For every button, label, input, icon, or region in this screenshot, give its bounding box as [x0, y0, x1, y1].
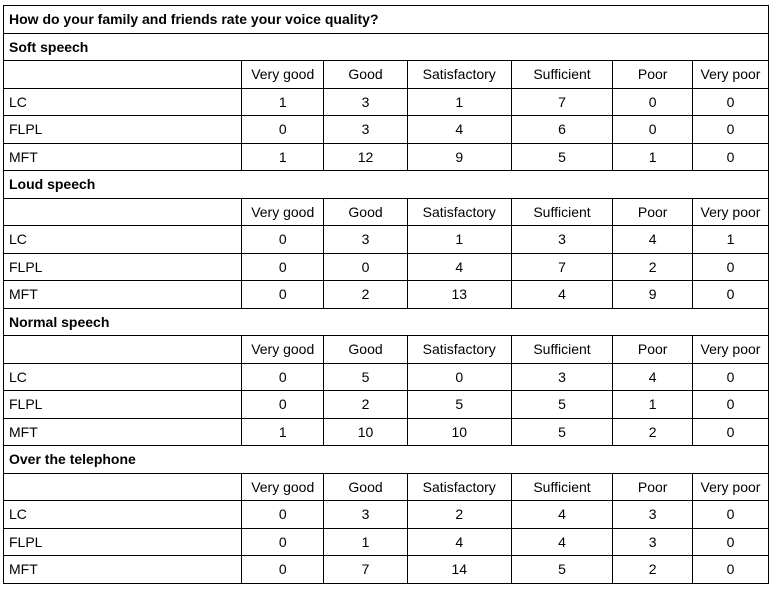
column-header: Satisfactory	[407, 336, 511, 364]
table-cell: 9	[613, 281, 693, 309]
row-label: LC	[4, 226, 242, 254]
row-label: FLPL	[4, 116, 242, 144]
row-label: LC	[4, 501, 242, 529]
row-label: FLPL	[4, 528, 242, 556]
section-title-row	[4, 308, 769, 336]
column-header-row	[4, 473, 769, 501]
table-cell: 5	[324, 363, 408, 391]
table-cell: 3	[324, 88, 408, 116]
table-cell: 0	[242, 556, 324, 584]
table-cell: 12	[324, 143, 408, 171]
column-header: Good	[324, 473, 408, 501]
column-header: Very good	[242, 198, 324, 226]
table-cell: 6	[511, 116, 613, 144]
column-header: Very poor	[693, 336, 769, 364]
table-cell: 0	[693, 391, 769, 419]
table-cell: 1	[242, 143, 324, 171]
table-cell: 0	[242, 116, 324, 144]
table-cell: 3	[324, 116, 408, 144]
table-cell: 3	[324, 501, 408, 529]
table-row	[4, 253, 769, 281]
section-title-row	[4, 446, 769, 474]
row-label: LC	[4, 88, 242, 116]
column-header: Sufficient	[511, 61, 613, 89]
table-cell: 0	[324, 253, 408, 281]
table-row	[4, 418, 769, 446]
table-cell: 2	[613, 556, 693, 584]
table-cell: 2	[324, 281, 408, 309]
table-cell: 0	[613, 88, 693, 116]
table-row	[4, 363, 769, 391]
section-title-row	[4, 33, 769, 61]
row-label: FLPL	[4, 253, 242, 281]
table-cell: 3	[613, 528, 693, 556]
column-header-row	[4, 336, 769, 364]
table-cell: 1	[693, 226, 769, 254]
column-header: Sufficient	[511, 336, 613, 364]
table-cell: 0	[242, 363, 324, 391]
table-cell: 3	[613, 501, 693, 529]
column-header-row	[4, 61, 769, 89]
voice-quality-table	[3, 5, 769, 584]
table-cell: 7	[324, 556, 408, 584]
table-cell: 0	[693, 528, 769, 556]
table-row	[4, 88, 769, 116]
column-header: Poor	[613, 473, 693, 501]
table-row	[4, 226, 769, 254]
table-cell: 5	[407, 391, 511, 419]
table-cell: 0	[242, 501, 324, 529]
table-cell: 0	[693, 418, 769, 446]
table-cell: 0	[693, 281, 769, 309]
table-cell: 0	[693, 88, 769, 116]
table-cell: 0	[242, 281, 324, 309]
column-header: Satisfactory	[407, 198, 511, 226]
table-cell: 10	[407, 418, 511, 446]
row-label: FLPL	[4, 391, 242, 419]
column-header: Very poor	[693, 198, 769, 226]
column-header: Sufficient	[511, 198, 613, 226]
column-header: Satisfactory	[407, 61, 511, 89]
table-cell: 3	[511, 226, 613, 254]
table-cell: 4	[407, 253, 511, 281]
table-cell: 1	[242, 418, 324, 446]
section-title: Over the telephone	[4, 446, 769, 474]
table-cell: 1	[613, 143, 693, 171]
table-cell: 3	[324, 226, 408, 254]
column-header-row	[4, 198, 769, 226]
table-cell: 2	[613, 253, 693, 281]
table-cell: 5	[511, 143, 613, 171]
table-row	[4, 281, 769, 309]
table-cell: 0	[242, 391, 324, 419]
column-header: Very good	[242, 61, 324, 89]
table-cell: 0	[693, 253, 769, 281]
table-cell: 4	[407, 116, 511, 144]
column-header: Good	[324, 198, 408, 226]
table-cell: 1	[242, 88, 324, 116]
table-cell: 0	[693, 501, 769, 529]
section-title: Normal speech	[4, 308, 769, 336]
table-cell: 0	[407, 363, 511, 391]
column-header: Very good	[242, 336, 324, 364]
table-cell: 0	[242, 528, 324, 556]
table-cell: 2	[324, 391, 408, 419]
table-cell: 9	[407, 143, 511, 171]
empty-header-cell	[4, 336, 242, 364]
table-cell: 4	[511, 528, 613, 556]
table-cell: 14	[407, 556, 511, 584]
table-row	[4, 116, 769, 144]
column-header: Satisfactory	[407, 473, 511, 501]
table-row	[4, 501, 769, 529]
table-cell: 0	[242, 226, 324, 254]
table-cell: 0	[693, 556, 769, 584]
column-header: Poor	[613, 61, 693, 89]
column-header: Good	[324, 336, 408, 364]
table-cell: 0	[693, 116, 769, 144]
table-cell: 5	[511, 556, 613, 584]
table-cell: 4	[511, 281, 613, 309]
table-cell: 0	[693, 363, 769, 391]
table-cell: 1	[324, 528, 408, 556]
table-cell: 0	[693, 143, 769, 171]
section-title-row	[4, 171, 769, 199]
column-header: Very good	[242, 473, 324, 501]
table-row	[4, 143, 769, 171]
table-cell: 4	[407, 528, 511, 556]
table-cell: 1	[613, 391, 693, 419]
question-row	[4, 6, 769, 34]
table-cell: 4	[511, 501, 613, 529]
table-cell: 1	[407, 226, 511, 254]
table-cell: 13	[407, 281, 511, 309]
table-cell: 5	[511, 418, 613, 446]
table-cell: 0	[613, 116, 693, 144]
empty-header-cell	[4, 198, 242, 226]
table-question: How do your family and friends rate your voice quality?	[4, 6, 769, 34]
table-row	[4, 391, 769, 419]
section-title: Soft speech	[4, 33, 769, 61]
table-cell: 7	[511, 253, 613, 281]
table-cell: 2	[407, 501, 511, 529]
table-cell: 7	[511, 88, 613, 116]
empty-header-cell	[4, 473, 242, 501]
table-cell: 0	[242, 253, 324, 281]
table-cell: 5	[511, 391, 613, 419]
table-cell: 4	[613, 226, 693, 254]
column-header: Very poor	[693, 473, 769, 501]
table-row	[4, 528, 769, 556]
table-cell: 2	[613, 418, 693, 446]
table-row	[4, 556, 769, 584]
column-header: Poor	[613, 336, 693, 364]
row-label: MFT	[4, 418, 242, 446]
row-label: MFT	[4, 281, 242, 309]
section-title: Loud speech	[4, 171, 769, 199]
column-header: Poor	[613, 198, 693, 226]
table-cell: 10	[324, 418, 408, 446]
row-label: MFT	[4, 556, 242, 584]
column-header: Good	[324, 61, 408, 89]
row-label: LC	[4, 363, 242, 391]
empty-header-cell	[4, 61, 242, 89]
column-header: Sufficient	[511, 473, 613, 501]
table-cell: 4	[613, 363, 693, 391]
row-label: MFT	[4, 143, 242, 171]
column-header: Very poor	[693, 61, 769, 89]
table-cell: 1	[407, 88, 511, 116]
table-cell: 3	[511, 363, 613, 391]
